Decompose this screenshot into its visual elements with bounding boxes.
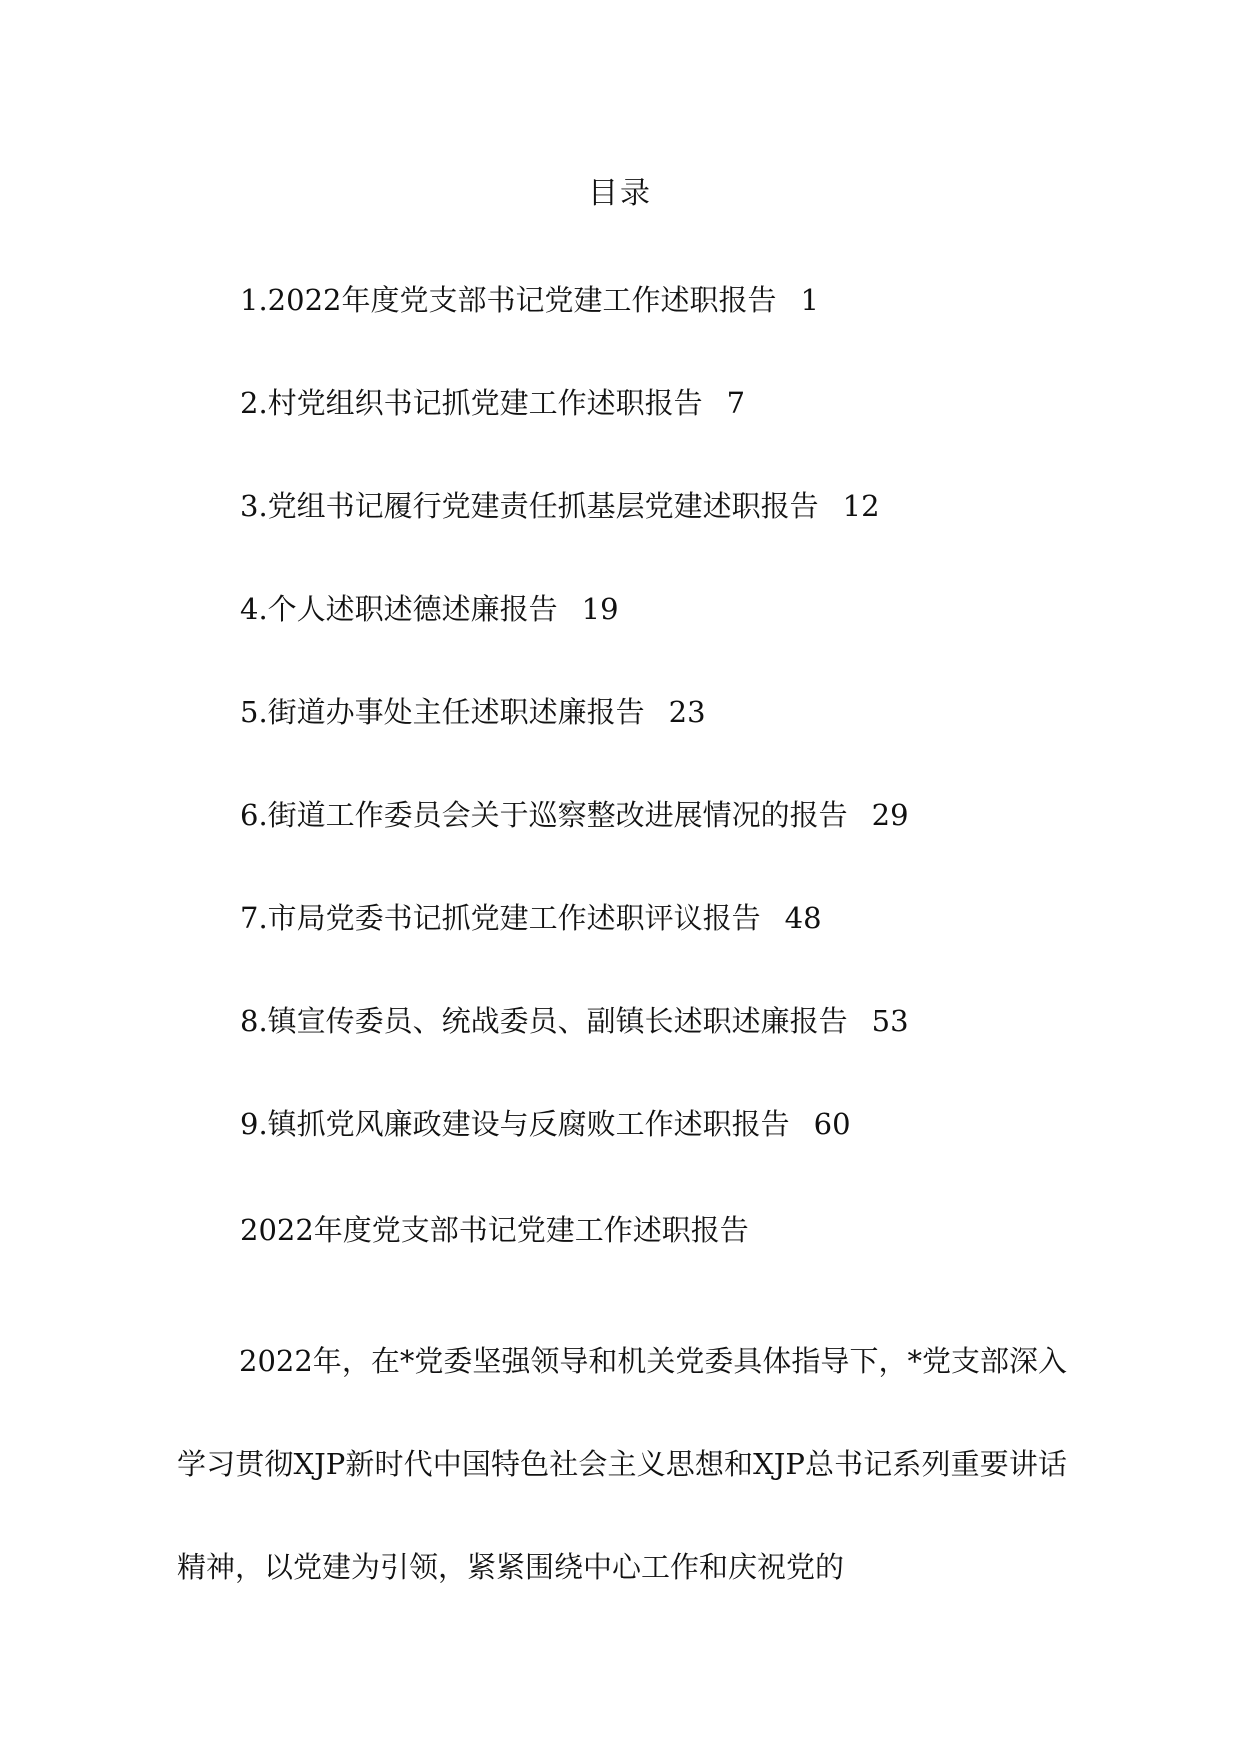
toc-item-page-number: 60 <box>813 1107 851 1141</box>
report-paragraph: 2022年，在*党委坚强领导和机关党委具体指导下，*党支部深入学习贯彻XJP新时代中国特色社会主义思想和XJP总书记系列重要讲话精神，以党建为引领，紧紧围绕中心工作和庆祝党的 <box>177 1344 1067 1584</box>
toc-item-6[interactable] <box>240 793 1140 896</box>
toc-item-page-number: 53 <box>871 1004 909 1038</box>
toc-title: 目录 <box>588 176 652 211</box>
toc-item-page-number: 23 <box>668 695 706 729</box>
toc-item-label: 3.党组书记履行党建责任抓基层党建述职报告 <box>240 489 819 523</box>
toc-item-page-number: 7 <box>726 386 746 420</box>
toc-item-page-number: 12 <box>842 489 880 523</box>
toc-item-4[interactable] <box>240 587 1140 690</box>
toc-item-label: 6.街道工作委员会关于巡察整改进展情况的报告 <box>240 798 848 832</box>
report-title: 2022年度党支部书记党建工作述职报告 <box>240 1213 749 1247</box>
toc-item-label: 2.村党组织书记抓党建工作述职报告 <box>240 386 703 420</box>
toc-item-2[interactable] <box>240 381 1140 484</box>
toc-list <box>240 278 1140 1205</box>
toc-item-page-number: 1 <box>800 283 819 317</box>
toc-item-label: 7.市局党委书记抓党建工作述职评议报告 <box>240 901 761 935</box>
toc-item-1[interactable] <box>240 278 1140 381</box>
toc-item-label: 8.镇宣传委员、统战委员、副镇长述职述廉报告 <box>240 1004 848 1038</box>
toc-item-label: 9.镇抓党风廉政建设与反腐败工作述职报告 <box>240 1107 790 1141</box>
toc-item-7[interactable] <box>240 896 1140 999</box>
toc-item-9[interactable] <box>240 1102 1140 1205</box>
toc-item-3[interactable] <box>240 484 1140 587</box>
toc-item-label: 4.个人述职述德述廉报告 <box>240 592 558 626</box>
toc-item-label: 5.街道办事处主任述职述廉报告 <box>240 695 645 729</box>
toc-item-label: 1.2022年度党支部书记党建工作述职报告 <box>240 283 777 317</box>
toc-item-5[interactable] <box>240 690 1140 793</box>
toc-item-page-number: 19 <box>581 592 619 626</box>
toc-item-page-number: 48 <box>784 901 822 935</box>
toc-item-page-number: 29 <box>871 798 909 832</box>
toc-item-8[interactable] <box>240 999 1140 1102</box>
